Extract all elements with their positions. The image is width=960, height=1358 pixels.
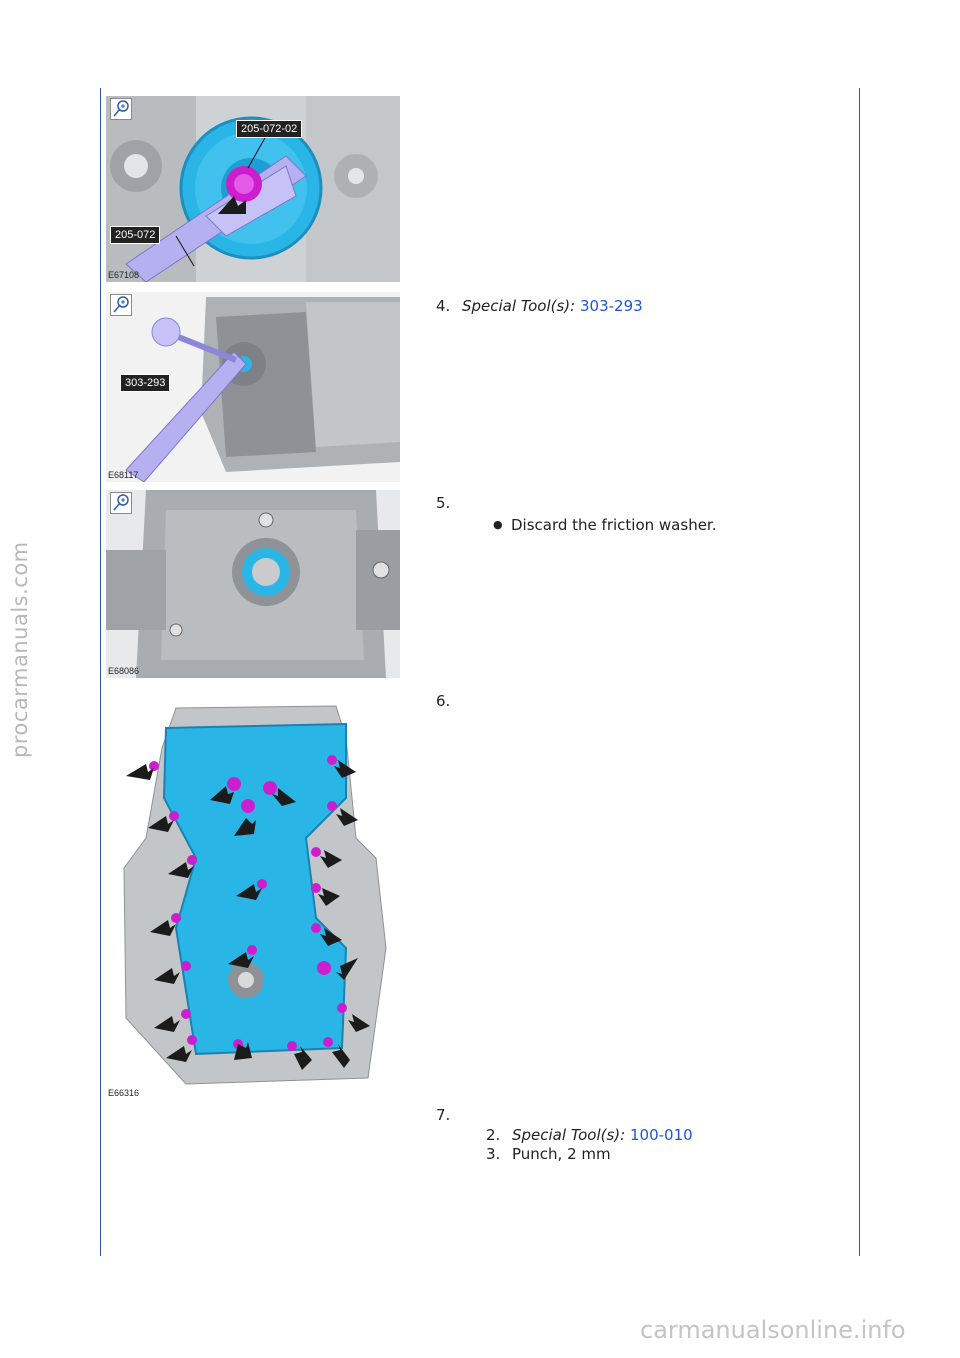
zoom-icon[interactable] (110, 492, 132, 514)
step-number: 5. (436, 494, 451, 512)
side-watermark: procarmanuals.com (8, 541, 32, 758)
bullet-text: Discard the friction washer. (511, 516, 717, 534)
figure-code: E66316 (108, 1088, 140, 1098)
figure-code: E67108 (108, 270, 140, 280)
figure-code: E68086 (108, 666, 140, 676)
item-number: 2. (486, 1126, 501, 1144)
figure-e68086-art (106, 490, 400, 678)
callout-label: 205-072 (110, 226, 160, 244)
figure-e67108[interactable] (106, 96, 400, 282)
step-7 (436, 1106, 462, 1124)
step-7-item-3 (486, 1145, 611, 1163)
figure-e68117[interactable] (106, 292, 400, 482)
item-number: 3. (486, 1145, 501, 1163)
bullet-icon: ● (493, 518, 503, 531)
figure-e66316[interactable] (106, 688, 400, 1102)
callout-label: 303-293 (120, 374, 170, 392)
zoom-icon[interactable] (110, 98, 132, 120)
tool-link-303-293[interactable]: 303-293 (580, 297, 643, 315)
tool-link-100-010[interactable]: 100-010 (630, 1126, 693, 1144)
figure-e66316-art (106, 688, 400, 1102)
step-5 (436, 494, 462, 512)
step-5-bullet (493, 516, 716, 534)
step-7-item-2 (486, 1126, 693, 1144)
step-4 (436, 297, 643, 315)
item-text: Punch, 2 mm (512, 1145, 611, 1163)
left-rule (100, 88, 101, 1256)
special-tools-label: Special Tool(s): (462, 297, 576, 315)
figure-code: E68117 (108, 470, 139, 480)
step-number: 4. (436, 297, 451, 315)
step-6 (436, 692, 462, 710)
zoom-icon[interactable] (110, 294, 132, 316)
right-rule (859, 88, 860, 1256)
step-number: 6. (436, 692, 451, 710)
step-number: 7. (436, 1106, 451, 1124)
callout-label: 205-072-02 (236, 120, 302, 138)
bottom-watermark: carmanualsonline.info (640, 1316, 906, 1344)
figure-e68086[interactable] (106, 490, 400, 678)
special-tools-label: Special Tool(s): (512, 1126, 626, 1144)
